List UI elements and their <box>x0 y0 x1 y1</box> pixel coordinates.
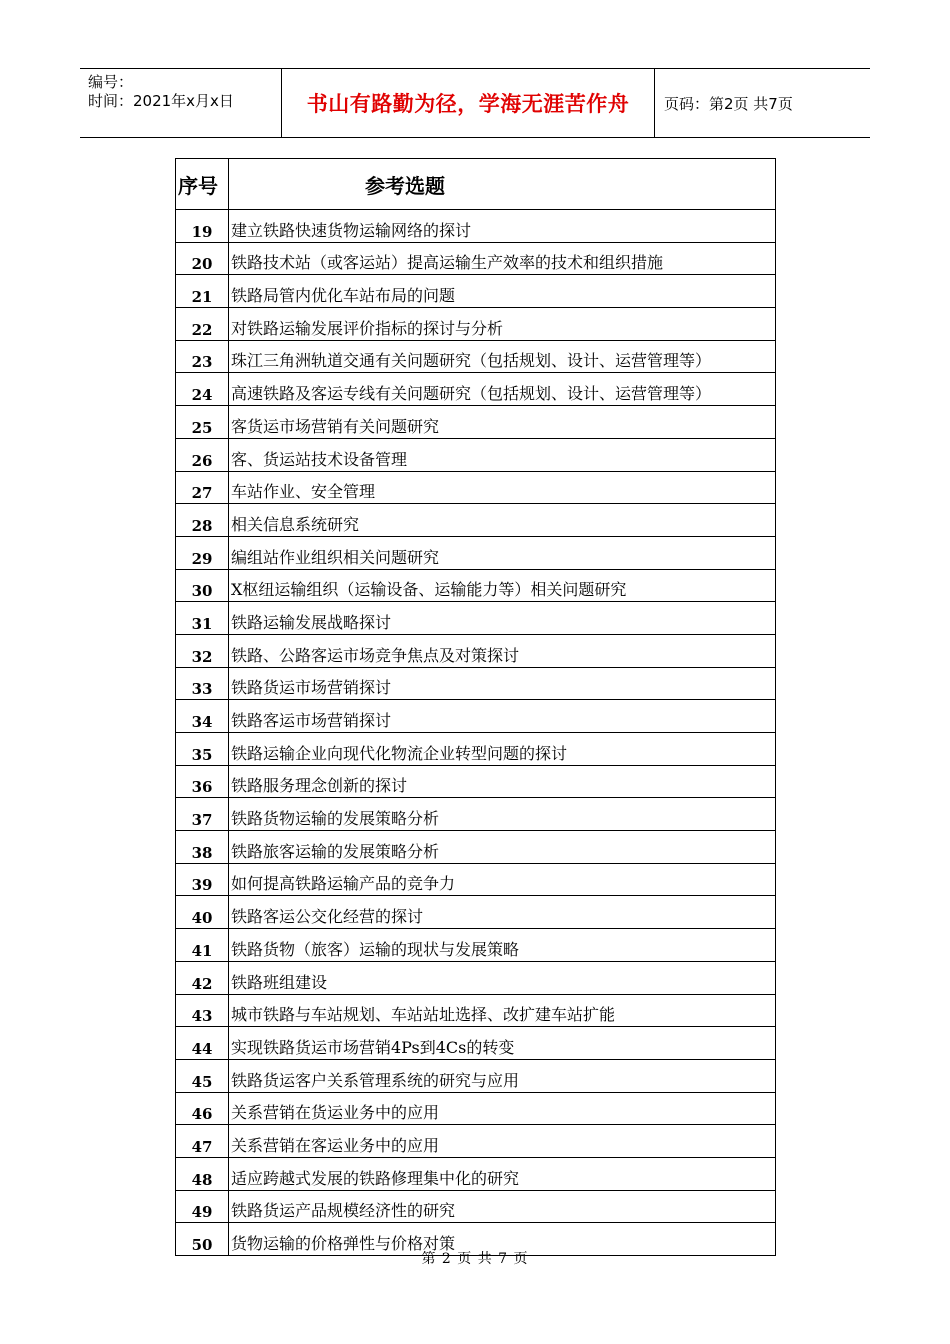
table-row <box>176 275 776 308</box>
row-number: 31 <box>176 602 229 635</box>
row-number: 36 <box>176 765 229 798</box>
table-row <box>176 1027 776 1060</box>
row-number: 39 <box>176 863 229 896</box>
table-row <box>176 340 776 373</box>
row-number: 38 <box>176 831 229 864</box>
row-number: 27 <box>176 471 229 504</box>
table-row <box>176 602 776 635</box>
table-row <box>176 1125 776 1158</box>
row-topic: 客货运市场营销有关问题研究 <box>229 406 776 439</box>
row-number: 29 <box>176 536 229 569</box>
row-topic: 关系营销在客运业务中的应用 <box>229 1125 776 1158</box>
table-row <box>176 536 776 569</box>
table-row <box>176 471 776 504</box>
row-number: 24 <box>176 373 229 406</box>
header-motto: 书山有路勤为径，学海无涯苦作舟 <box>282 69 655 137</box>
row-number: 41 <box>176 929 229 962</box>
row-topic: 铁路货运产品规模经济性的研究 <box>229 1190 776 1223</box>
row-topic: 编组站作业组织相关问题研究 <box>229 536 776 569</box>
topics-table <box>175 158 776 1256</box>
row-topic: 对铁路运输发展评价指标的探讨与分析 <box>229 308 776 341</box>
table-row <box>176 700 776 733</box>
row-topic: 铁路货物运输的发展策略分析 <box>229 798 776 831</box>
table-row <box>176 1092 776 1125</box>
header-meta <box>80 69 282 137</box>
row-topic: 关系营销在货运业务中的应用 <box>229 1092 776 1125</box>
row-topic: 建立铁路快速货物运输网络的探讨 <box>229 210 776 243</box>
row-topic: 相关信息系统研究 <box>229 504 776 537</box>
row-topic: 货物运输的价格弹性与价格对策 <box>229 1223 776 1256</box>
row-topic: 铁路服务理念创新的探讨 <box>229 765 776 798</box>
code-label: 编号： <box>88 73 134 91</box>
row-number: 21 <box>176 275 229 308</box>
table-row <box>176 438 776 471</box>
page-footer: 第 2 页 共 7 页 <box>421 1251 529 1267</box>
row-topic: 客、货运站技术设备管理 <box>229 438 776 471</box>
table-row <box>176 242 776 275</box>
table-row <box>176 210 776 243</box>
row-number: 49 <box>176 1190 229 1223</box>
row-number: 25 <box>176 406 229 439</box>
row-number: 40 <box>176 896 229 929</box>
row-topic: 铁路货运市场营销探讨 <box>229 667 776 700</box>
row-number: 44 <box>176 1027 229 1060</box>
row-number: 22 <box>176 308 229 341</box>
table-row <box>176 1190 776 1223</box>
column-header-number: 序号 <box>176 159 229 210</box>
row-topic: 铁路货运客户关系管理系统的研究与应用 <box>229 1059 776 1092</box>
header-page-number: 页码：第2页 共7页 <box>664 94 793 113</box>
table-row <box>176 765 776 798</box>
table-row <box>176 733 776 766</box>
row-number: 32 <box>176 634 229 667</box>
table-header-row <box>176 159 776 210</box>
row-topic: 铁路局管内优化车站布局的问题 <box>229 275 776 308</box>
column-header-topic: 参考选题 <box>229 159 776 210</box>
table-row <box>176 504 776 537</box>
row-number: 48 <box>176 1157 229 1190</box>
row-number: 42 <box>176 961 229 994</box>
page-header <box>80 68 870 138</box>
table-row <box>176 308 776 341</box>
table-row <box>176 1157 776 1190</box>
table-row <box>176 961 776 994</box>
row-topic: 铁路运输发展战略探讨 <box>229 602 776 635</box>
row-number: 30 <box>176 569 229 602</box>
row-topic: 铁路班组建设 <box>229 961 776 994</box>
row-number: 50 <box>176 1223 229 1256</box>
row-number: 19 <box>176 210 229 243</box>
row-topic: 高速铁路及客运专线有关问题研究（包括规划、设计、运营管理等） <box>229 373 776 406</box>
row-topic: 珠江三角洲轨道交通有关问题研究（包括规划、设计、运营管理等） <box>229 340 776 373</box>
row-number: 43 <box>176 994 229 1027</box>
row-topic: 实现铁路货运市场营销4Ps到4Cs的转变 <box>229 1027 776 1060</box>
row-topic: 铁路货物（旅客）运输的现状与发展策略 <box>229 929 776 962</box>
table-row <box>176 798 776 831</box>
row-number: 26 <box>176 438 229 471</box>
row-topic: 铁路技术站（或客运站）提高运输生产效率的技术和组织措施 <box>229 242 776 275</box>
row-number: 45 <box>176 1059 229 1092</box>
row-topic: 城市铁路与车站规划、车站站址选择、改扩建车站扩能 <box>229 994 776 1027</box>
table-row <box>176 863 776 896</box>
row-number: 46 <box>176 1092 229 1125</box>
table-row <box>176 406 776 439</box>
table-row <box>176 929 776 962</box>
row-topic: 如何提高铁路运输产品的竞争力 <box>229 863 776 896</box>
row-number: 28 <box>176 504 229 537</box>
row-number: 34 <box>176 700 229 733</box>
table-row <box>176 667 776 700</box>
row-number: 23 <box>176 340 229 373</box>
row-number: 33 <box>176 667 229 700</box>
table-row <box>176 831 776 864</box>
table-row <box>176 1059 776 1092</box>
row-topic: 铁路运输企业向现代化物流企业转型问题的探讨 <box>229 733 776 766</box>
row-number: 35 <box>176 733 229 766</box>
row-topic: 铁路客运公交化经营的探讨 <box>229 896 776 929</box>
table-row <box>176 373 776 406</box>
table-row <box>176 994 776 1027</box>
table-row <box>176 896 776 929</box>
row-topic: 铁路、公路客运市场竞争焦点及对策探讨 <box>229 634 776 667</box>
row-topic: 适应跨越式发展的铁路修理集中化的研究 <box>229 1157 776 1190</box>
date-text: 时间：2021年x月x日 <box>88 92 234 110</box>
row-topic: 铁路客运市场营销探讨 <box>229 700 776 733</box>
table-row <box>176 634 776 667</box>
row-number: 37 <box>176 798 229 831</box>
row-topic: 车站作业、安全管理 <box>229 471 776 504</box>
row-topic: 铁路旅客运输的发展策略分析 <box>229 831 776 864</box>
row-number: 20 <box>176 242 229 275</box>
table-row <box>176 569 776 602</box>
row-number: 47 <box>176 1125 229 1158</box>
row-topic: X枢纽运输组织（运输设备、运输能力等）相关问题研究 <box>229 569 776 602</box>
